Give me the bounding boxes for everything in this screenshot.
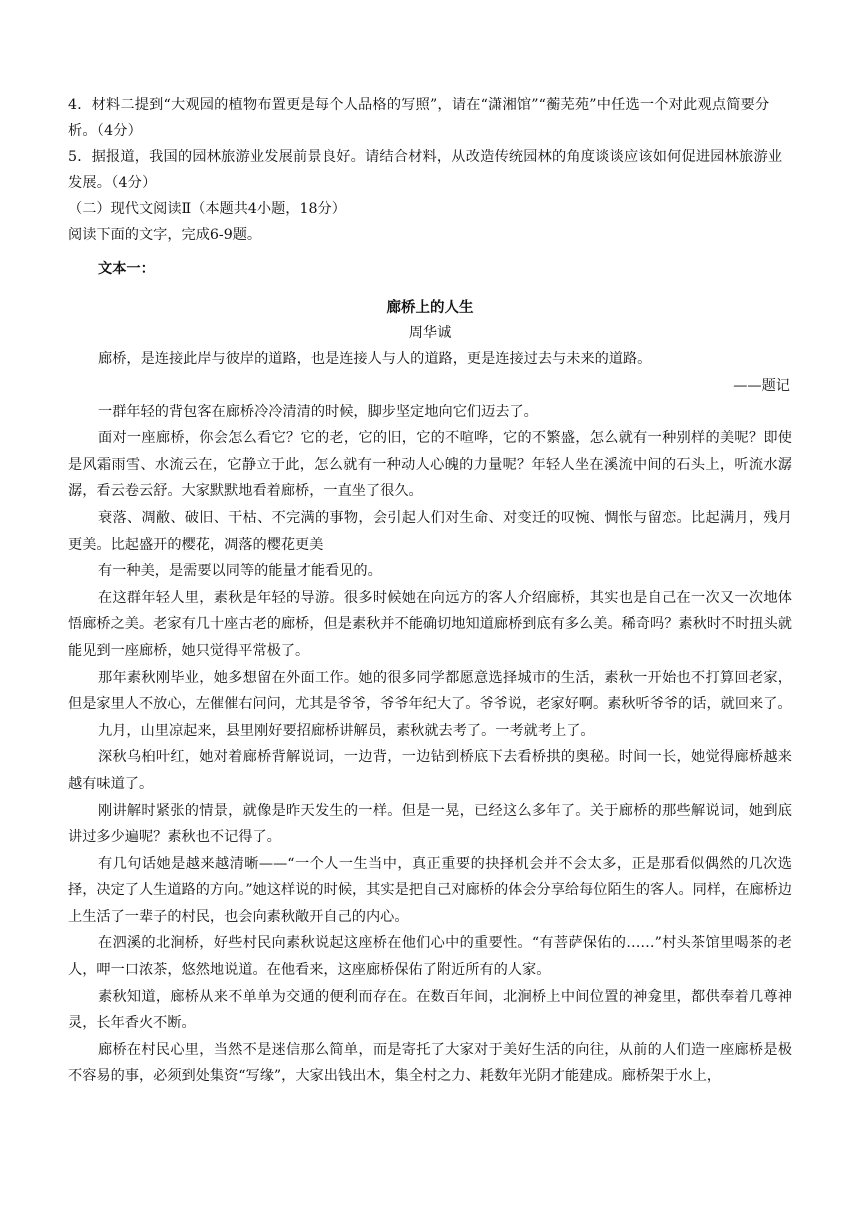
paragraph: 廊桥在村民心里，当然不是迷信那么简单，而是寄托了大家对于美好生活的向往，从前的人们造一座廊桥是极不容易的事，必须到处集资“写缘”，大家出钱出木，集全村之力、耗数年光阴才能建成。廊桥架于水上，: [68, 1041, 792, 1085]
document-page: [68, 92, 792, 1090]
paragraph: 在这群年轻人里，素秋是年轻的导游。很多时候她在向远方的客人介绍廊桥，其实也是自己在一次又一次地体悟廊桥之美。老家有几十座古老的廊桥，但是素秋并不能确切地知道廊桥到底有多么美。稀奇吗？素秋时不时扭头就能见到一座廊桥，她只觉得平常极了。: [68, 589, 792, 659]
article-author: 周华诚: [408, 325, 452, 341]
question-5: 5．据报道，我国的园林旅游业发展前景良好。请结合材料，从改造传统园林的角度谈谈应该如何促进园林旅游业发展。（4分）: [68, 149, 783, 191]
question-4: 4．材料二提到“大观园的植物布置更是每个人品格的写照”，请在“潇湘馆”“蘅芜苑”中任选一个对此观点简要分析。（4分）: [68, 97, 770, 139]
section-instruction: 阅读下面的文字，完成6-9题。: [68, 227, 262, 243]
paragraph: 一群年轻的背包客在廊桥冷冷清清的时候，脚步坚定地向它们迈去了。: [98, 403, 538, 420]
article-body: [68, 399, 792, 1090]
paragraph: 有一种美，是需要以同等的能量才能看见的。: [98, 563, 382, 580]
paragraph: 在泗溪的北涧桥，好些村民向素秋说起这座桥在他们心中的重要性。“有菩萨保佑的……”村头茶馆里喝茶的老人，呷一口浓茶，悠然地说道。在他看来，这座廊桥保佑了附近所有的人家。: [68, 935, 792, 979]
paragraph: 有几句话她是越来越清晰——“一个人一生当中，真正重要的抉择机会并不会太多，正是那看似偶然的几次选择，决定了人生道路的方向。”她这样说的时候，其实是把自己对廊桥的体会分享给每位陌生的客人。同样，在廊桥边上生活了一辈子的村民，也会向素秋敞开自己的内心。: [68, 855, 792, 925]
paragraph: 那年素秋刚毕业，她多想留在外面工作。她的很多同学都愿意选择城市的生活，素秋一开始也不打算回老家，但是家里人不放心，左催催右问问，尤其是爷爷，爷爷年纪大了。爷爷说，老家好啊。素秋听爷爷的话，就回来了。: [68, 669, 792, 713]
paragraph: 面对一座廊桥，你会怎么看它？它的老，它的旧，它的不喧哗，它的不繁盛，怎么就有一种别样的美呢？即使是风霜雨雪、水流云在，它静立于此，怎么就有一种动人心魄的力量呢？年轻人坐在溪流中间的石头上，听流水潺潺，看云卷云舒。大家默默地看着廊桥，一直坐了很久。: [68, 430, 792, 500]
text-label: 文本一：: [98, 261, 155, 277]
paragraph: 衰落、凋敝、破旧、干枯、不完满的事物，会引起人们对生命、对变迁的叹惋、惆怅与留恋。比起满月，残月更美。比起盛开的樱花，凋落的樱花更美: [68, 509, 792, 553]
epigraph-signature: ——题记: [733, 377, 790, 394]
paragraph: 九月，山里凉起来，县里刚好要招廊桥讲解员，素秋就去考了。一考就考上了。: [98, 722, 595, 739]
article-title: 廊桥上的人生: [386, 300, 474, 316]
paragraph: 刚讲解时紧张的情景，就像是昨天发生的一样。但是一晃，已经这么多年了。关于廊桥的那些解说词，她到底讲过多少遍呢？素秋也不记得了。: [68, 802, 792, 846]
paragraph: 深秋乌桕叶红，她对着廊桥背解说词，一边背，一边钻到桥底下去看桥拱的奥秘。时间一长，她觉得廊桥越来越有味道了。: [68, 749, 792, 792]
epigraph: 廊桥，是连接此岸与彼岸的道路，也是连接人与人的道路，更是连接过去与未来的道路。: [98, 351, 652, 367]
paragraph: 素秋知道，廊桥从来不单单为交通的便利而存在。在数百年间，北涧桥上中间位置的神龛里，都供奉着几尊神灵，长年香火不断。: [68, 988, 792, 1032]
section-heading: （二）现代文阅读Ⅱ（本题共4小题，18分）: [68, 201, 346, 217]
